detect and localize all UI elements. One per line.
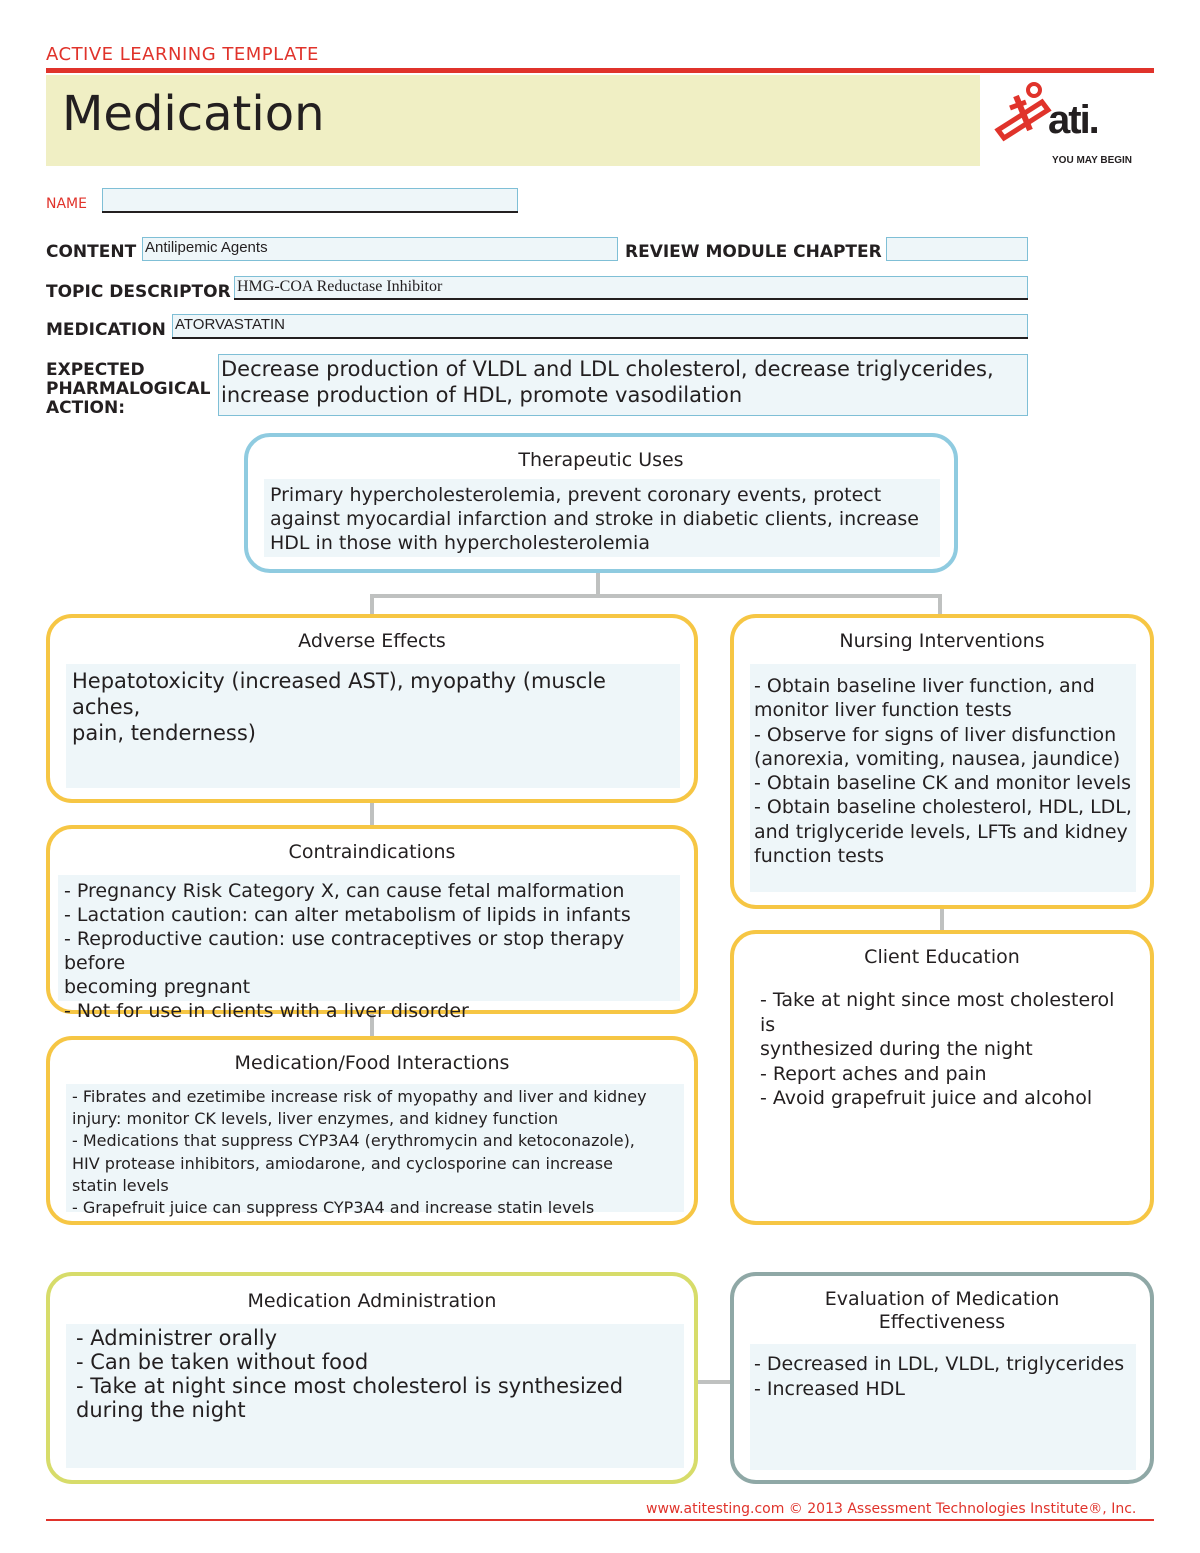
- review-module-field[interactable]: [886, 237, 1028, 261]
- topic-underline: [234, 298, 1028, 300]
- interactions-field[interactable]: - Fibrates and ezetimibe increase risk of myopathy and liver and kidney injury: monitor CK levels, liver enzymes, and kidney function - Medications that suppress CYP3A4 (erythromycin and ketoconazole), HIV protease inhibitors, amiodarone, and cyclosporine can increase statin levels - Grapefruit juice can suppress CYP3A4 and increase statin levels: [66, 1084, 684, 1212]
- expected-action-field[interactable]: Decrease production of VLDL and LDL cholesterol, decrease triglycerides, increase production of HDL, promote vasodilation: [218, 354, 1028, 416]
- interactions-box: [46, 1036, 698, 1225]
- logo-tagline: YOU MAY BEGIN: [1052, 155, 1133, 166]
- review-module-label: REVIEW MODULE CHAPTER: [625, 242, 882, 262]
- contraindications-field[interactable]: - Pregnancy Risk Category X, can cause fetal malformation - Lactation caution: can alter metabolism of lipids in infants - Reproductive caution: use contraceptives or stop therapy before becoming pregnant - Not for use in clients with a liver disorder: [58, 875, 680, 1001]
- connector: [370, 594, 942, 598]
- template-label: ACTIVE LEARNING TEMPLATE: [46, 44, 319, 65]
- medication-field[interactable]: ATORVASTATIN: [172, 314, 1028, 338]
- logo-wordmark: ati.: [1048, 98, 1098, 142]
- connector: [596, 572, 600, 596]
- adverse-effects-box: [46, 614, 698, 803]
- footer-rule: [46, 1519, 1154, 1521]
- client-education-field[interactable]: - Take at night since most cholesterol is synthesized during the night - Report aches and pain - Avoid grapefruit juice and alcohol: [750, 980, 1136, 1206]
- medication-underline: [172, 337, 1028, 339]
- topic-descriptor-label: TOPIC DESCRIPTOR: [46, 282, 231, 302]
- evaluation-box: [730, 1272, 1154, 1484]
- expected-action-label: EXPECTED PHARMALOGICAL ACTION:: [46, 360, 211, 418]
- administration-title: Medication Administration: [247, 1290, 497, 1312]
- interactions-title: Medication/Food Interactions: [234, 1052, 510, 1074]
- client-education-box: [730, 930, 1154, 1225]
- top-rule: [46, 68, 1154, 73]
- connector: [370, 594, 374, 616]
- adverse-effects-field[interactable]: Hepatotoxicity (increased AST), myopathy (muscle aches, pain, tenderness): [66, 664, 680, 788]
- therapeutic-uses-box: [244, 433, 958, 573]
- therapeutic-uses-title: Therapeutic Uses: [518, 449, 684, 471]
- nursing-interventions-field[interactable]: - Obtain baseline liver function, and monitor liver function tests - Observe for signs of liver disfunction (anorexia, vomiting, nausea, jaundice) - Obtain baseline CK and monitor levels - Obtain baseline cholesterol, HDL, LDL, and triglyceride levels, LFTs and kidney function tests: [750, 664, 1136, 892]
- name-underline: [102, 211, 518, 213]
- administration-field[interactable]: - Administrer orally - Can be taken without food - Take at night since most cholesterol is synthesized during the night: [66, 1324, 684, 1468]
- content-label: CONTENT: [46, 242, 137, 262]
- page-title: Medication: [62, 86, 325, 142]
- client-education-title: Client Education: [864, 946, 1020, 968]
- contraindications-title: Contraindications: [288, 841, 456, 863]
- medication-label: MEDICATION: [46, 320, 166, 340]
- connector: [370, 802, 374, 826]
- therapeutic-uses-field[interactable]: Primary hypercholesterolemia, prevent coronary events, protect against myocardial infarction and stroke in diabetic clients, increase HDL in those with hypercholesterolemia: [264, 479, 940, 557]
- nursing-interventions-box: [730, 614, 1154, 909]
- connector: [940, 908, 944, 932]
- administration-box: [46, 1272, 698, 1484]
- evaluation-field[interactable]: - Decreased in LDL, VLDL, triglycerides - Increased HDL: [750, 1344, 1136, 1470]
- connector: [938, 594, 942, 616]
- topic-descriptor-field[interactable]: HMG-COA Reductase Inhibitor: [234, 276, 1028, 300]
- evaluation-title: Evaluation of Medication Effectiveness: [824, 1288, 1060, 1333]
- nursing-interventions-title: Nursing Interventions: [839, 630, 1045, 652]
- name-label: NAME: [46, 196, 87, 212]
- adverse-effects-title: Adverse Effects: [298, 630, 446, 652]
- name-field[interactable]: [102, 188, 518, 212]
- contraindications-box: [46, 825, 698, 1022]
- footer-copyright: www.atitesting.com © 2013 Assessment Technologies Institute®, Inc.: [646, 1501, 1137, 1517]
- connector: [697, 1380, 731, 1384]
- content-field[interactable]: Antilipemic Agents: [142, 237, 618, 261]
